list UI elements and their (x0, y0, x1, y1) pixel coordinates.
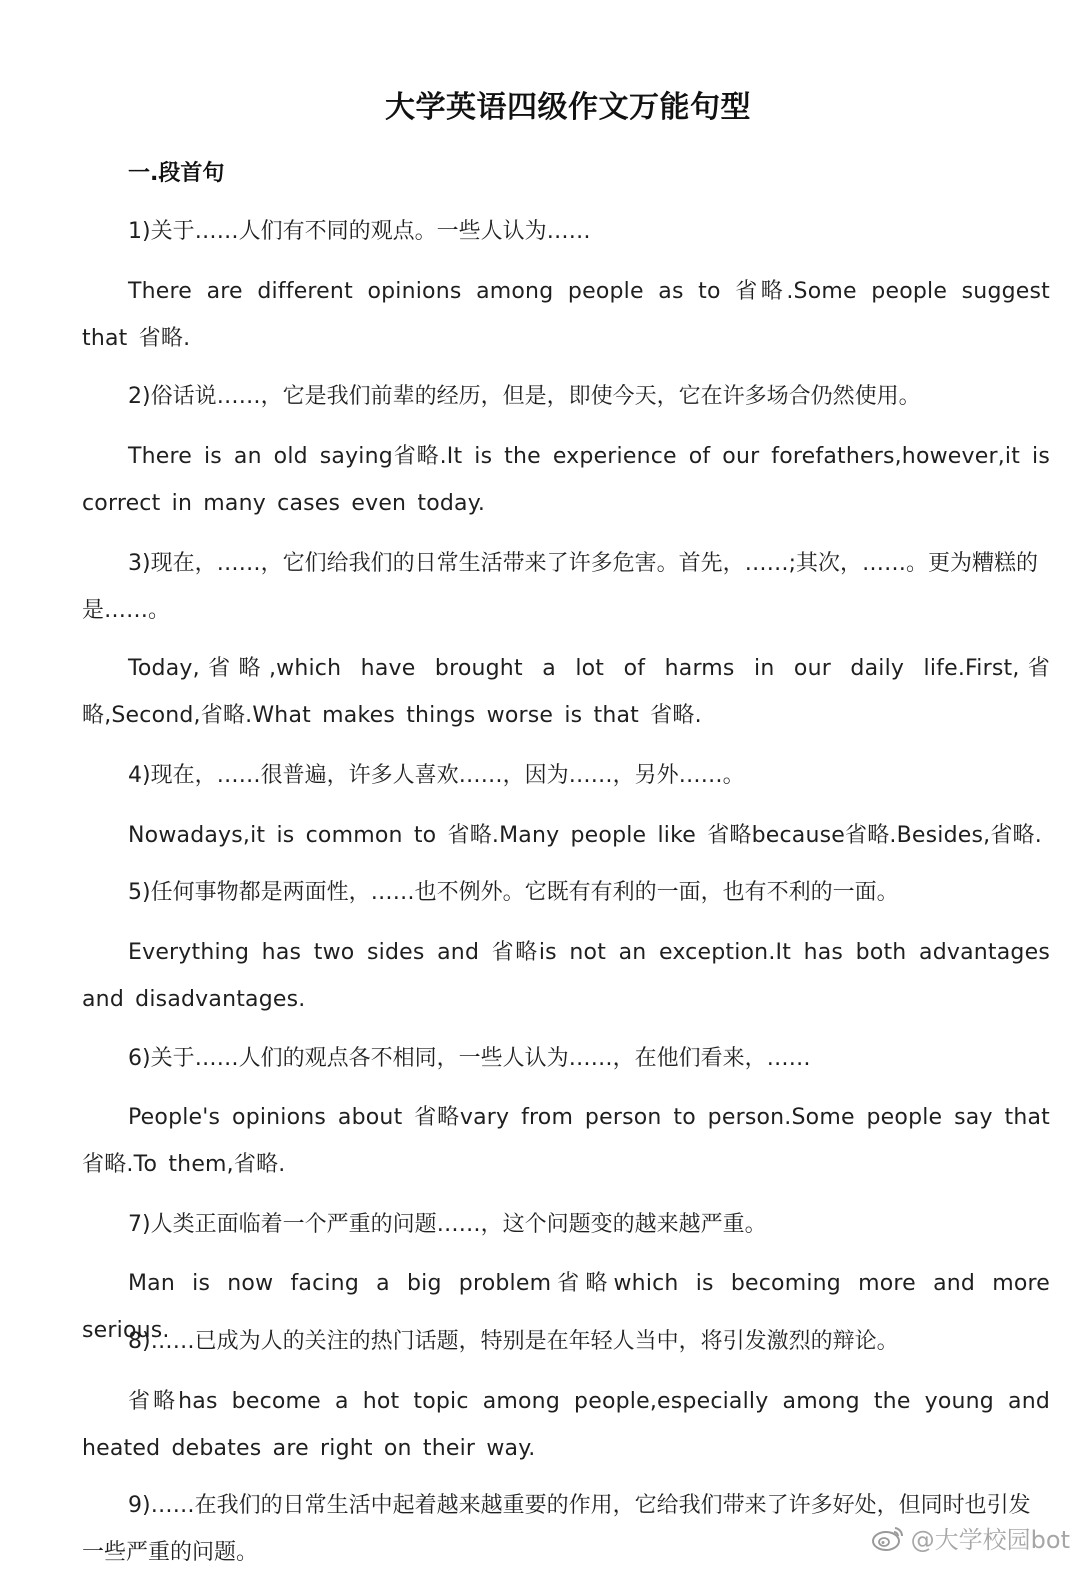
paragraph-9-zh: 9)……在我们的日常生活中起着越来越重要的作用，它给我们带来了许多好处，但同时也引发一些严重的问题。 (82, 1493, 1031, 1565)
paragraph-6-zh: 6)关于……人们的观点各不相同，一些人认为……，在他们看来，…… (128, 1046, 811, 1071)
paragraph-7-en: Man is now facing a big problem省略which is becoming more and more serious. (82, 1271, 1050, 1343)
paragraph-1-en: There are different opinions among people as to 省略.Some people suggest that 省略. (82, 279, 1050, 351)
paragraph-2-zh: 2)俗话说……，它是我们前辈的经历，但是，即使今天，它在许多场合仍然使用。 (128, 384, 921, 409)
weibo-icon (871, 1524, 905, 1552)
watermark-text: @大学校园bot (910, 1526, 1070, 1554)
paragraph-8-en: 省略has become a hot topic among people,especially among the young and heated debates are right on their way. (82, 1389, 1050, 1461)
paragraph-3-zh: 3)现在，……，它们给我们的日常生活带来了许多危害。首先，……;其次，……。更为糟糕的是……。 (82, 551, 1038, 623)
paragraph-5-zh: 5)任何事物都是两面性，……也不例外。它既有有利的一面，也有不利的一面。 (128, 880, 899, 905)
watermark (871, 1520, 1070, 1555)
paragraph-5-en: Everything has two sides and 省略is not an exception.It has both advantages and disadvantages. (82, 940, 1050, 1012)
page-title: 大学英语四级作文万能句型 (385, 90, 751, 125)
paragraph-4-en: Nowadays,it is common to 省略.Many people like 省略because省略.Besides,省略. (128, 823, 1042, 848)
paragraph-2-en: There is an old saying省略.It is the experience of our forefathers,however,it is correct in many cases even today. (82, 444, 1050, 516)
paragraph-6-en: People's opinions about 省略vary from person to person.Some people say that 省略.To them,省略. (82, 1105, 1050, 1177)
paragraph-1-zh: 1)关于……人们有不同的观点。一些人认为…… (128, 219, 591, 244)
paragraph-4-zh: 4)现在，……很普遍，许多人喜欢……，因为……，另外……。 (128, 763, 745, 788)
paragraph-7-zh: 7)人类正面临着一个严重的问题……，这个问题变的越来越严重。 (128, 1212, 767, 1237)
paragraph-8-zh: 8)……已成为人的关注的热门话题，特别是在年轻人当中，将引发激烈的辩论。 (128, 1329, 899, 1354)
section-heading: 一.段首句 (128, 161, 225, 186)
paragraph-3-en: Today,省略,which have brought a lot of harms in our daily life.First,省略,Second,省略.What makes things worse is that 省略. (82, 656, 1050, 728)
